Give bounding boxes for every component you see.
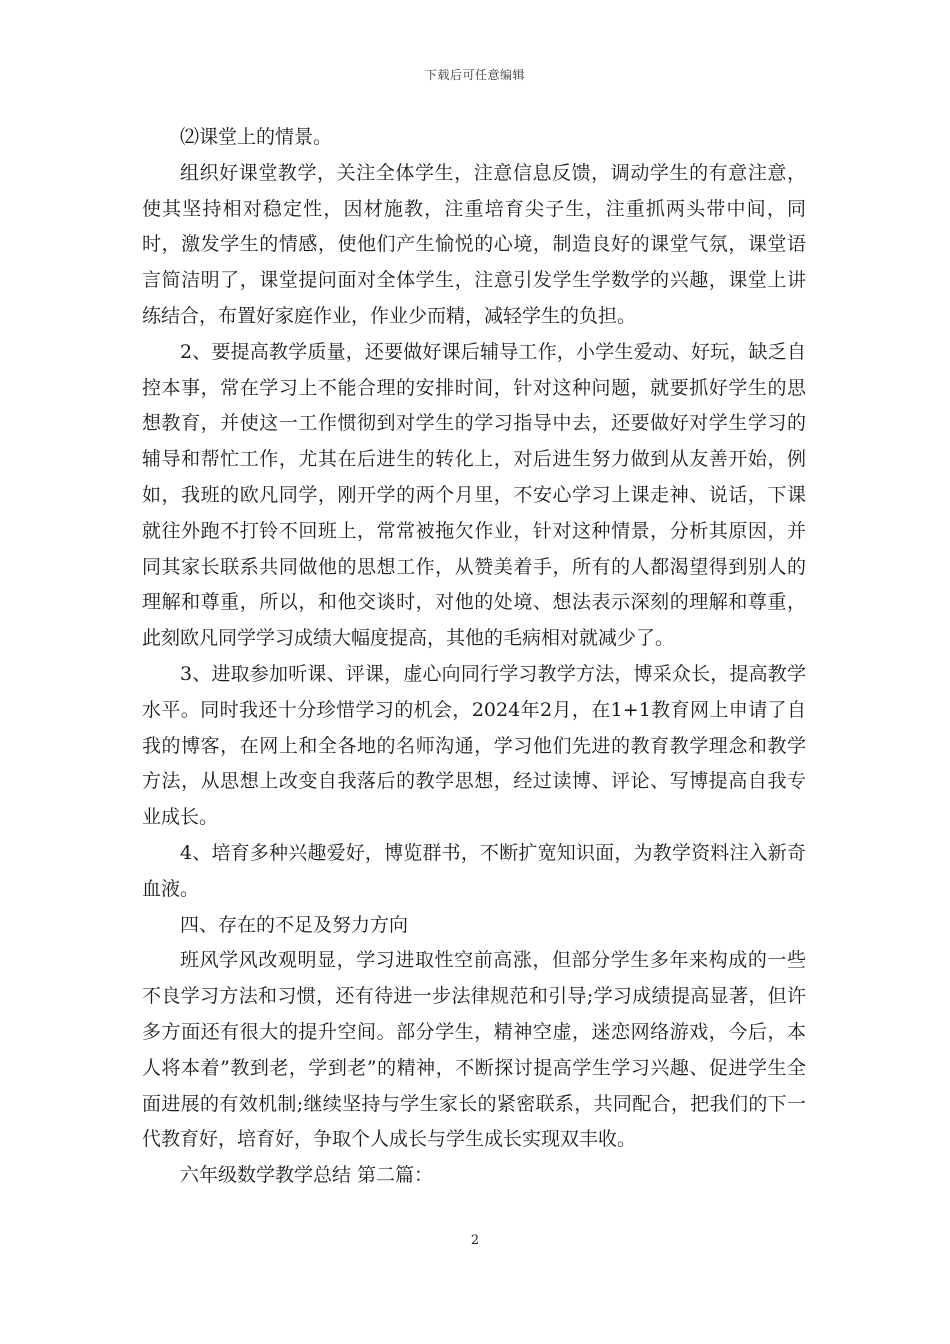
paragraph-interests: 4、培育多种兴趣爱好，博览群书，不断扩宽知识面，为教学资料注入新奇血液。 <box>142 841 806 900</box>
page-header: 下载后可任意编辑 <box>424 68 525 82</box>
paragraph-shortcomings: 班风学风改观明显，学习进取性空前高涨，但部分学生多年来构成的一些不良学习方法和习惯，还有待进一步法律规范和引导;学习成绩提高显著，但许多方面还有很大的提升空间。部分学生，精神空虚，迷恋网络游戏，今后，本人将本着”教到老，学到老”的精神，不断探讨提高学生学习兴趣、促进学生全面进展的有效机制;继续坚持与学生家长的紧密联系，共同配合，把我们的下一代教育好，培育好，争取个人成长与学生成长实现双丰收。 <box>142 949 806 1151</box>
section-heading-shortcomings: 四、存在的不足及努力方向 <box>180 913 409 936</box>
paragraph-classroom-teaching: 组织好课堂教学，关注全体学生，注意信息反馈，调动学生的有意注意，使其坚持相对稳定性，因材施教，注重培育尖子生，注重抓两头带中间，同时，激发学生的情感，使他们产生愉悦的心境，制造良好的课堂气氛，课堂语言简洁明了，课堂提问面对全体学生，注意引发学生学数学的兴趣，课堂上讲练结合，布置好家庭作业，作业少而精，减轻学生的负担。 <box>142 161 806 327</box>
paragraph-classroom-situation-heading: ⑵课堂上的情景。 <box>180 126 333 148</box>
paragraph-after-class-tutoring: 2、要提高教学质量，还要做好课后辅导工作，小学生爱动、好玩，缺乏自控本事，常在学习上不能合理的安排时间，针对这种问题，就要抓好学生的思想教育，并使这一工作惯彻到对学生的学习指导中去，还要做好对学生学习的辅导和帮忙工作，尤其在后进生的转化上，对后进生努力做到从友善开始，例如，我班的欧凡同学，刚开学的两个月里，不安心学习上课走神、说话，下课就往外跑不打铃不回班上，常常被拖欠作业，针对这种情景，分析其原因，并同其家长联系共同做他的思想工作，从赞美着手，所有的人都渴望得到别人的理解和尊重，所以，和他交谈时，对他的处境、想法表示深刻的理解和尊重，此刻欧凡同学学习成绩大幅度提高，其他的毛病相对就减少了。 <box>142 340 806 650</box>
paragraph-lesson-observation: 3、进取参加听课、评课，虚心向同行学习教学方法，博采众长，提高教学水平。同时我还十分珍惜学习的机会，2024年2月，在1+1教育网上申请了自我的博客，在网上和全各地的名师沟通，学习他们先进的教育教学理念和教学方法，从思想上改变自我落后的教学思想，经过读博、评论、写博提高自我专业成长。 <box>142 662 806 829</box>
document-body <box>142 120 806 1194</box>
page-number: 2 <box>470 1233 480 1248</box>
section-heading-second-article: 六年级数学教学总结 第二篇： <box>180 1164 434 1187</box>
